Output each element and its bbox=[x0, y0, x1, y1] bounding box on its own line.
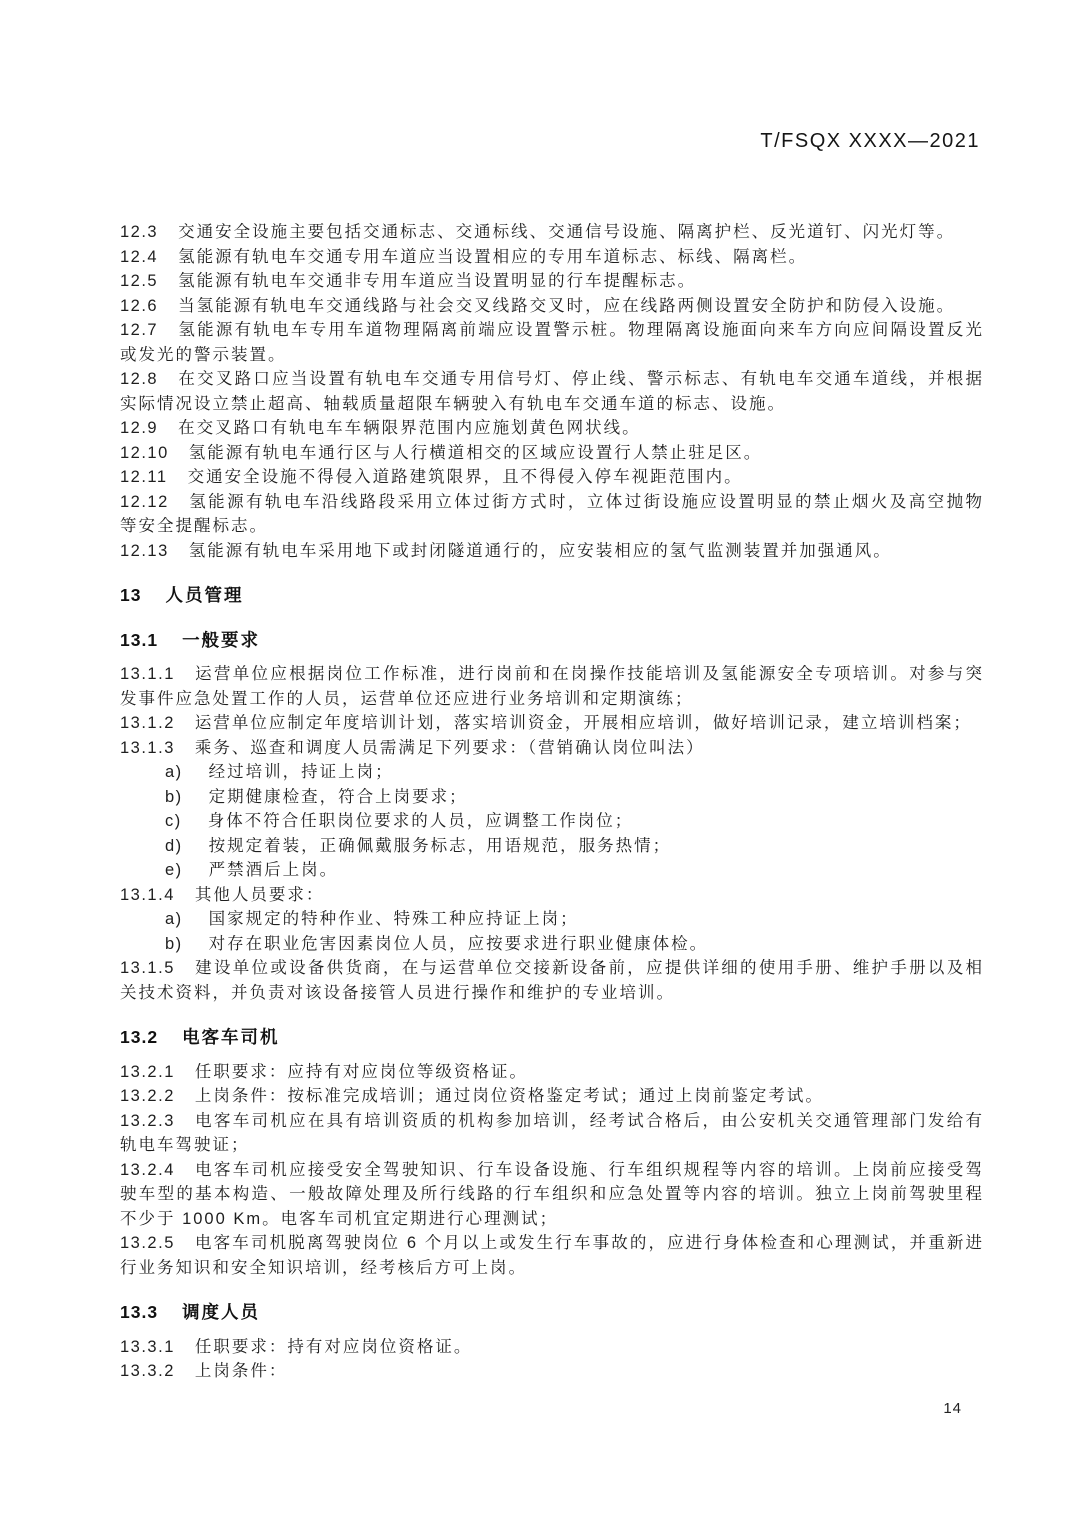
subsection-number: 13.1 bbox=[120, 629, 159, 650]
subsection-heading-13-2 bbox=[120, 1025, 984, 1050]
section-number: 13 bbox=[120, 585, 142, 605]
clause-12-3 bbox=[120, 220, 984, 245]
list-item-text: 国家规定的特种作业、特殊工种应持证上岗； bbox=[208, 910, 579, 928]
list-item-text: 身体不符合任职岗位要求的人员，应调整工作岗位； bbox=[207, 812, 634, 830]
list-item-a bbox=[120, 907, 984, 932]
clause-13-2-1 bbox=[120, 1060, 984, 1085]
clause-number: 13.2.1 bbox=[120, 1062, 175, 1081]
clause-13-3-2 bbox=[120, 1359, 984, 1384]
list-item-letter: d) bbox=[165, 836, 183, 855]
clause-12-12 bbox=[120, 490, 984, 539]
clause-text: 上岗条件：按标准完成培训；通过岗位资格鉴定考试；通过上岗前鉴定考试。 bbox=[194, 1087, 824, 1105]
clause-13-2-5 bbox=[120, 1231, 984, 1280]
list-item-letter: b) bbox=[165, 934, 183, 953]
page-number: 14 bbox=[943, 1400, 962, 1417]
clause-text: 任职要求：持有对应岗位资格证。 bbox=[194, 1337, 473, 1356]
clause-13-1-4 bbox=[120, 883, 984, 908]
clause-text: 电客车司机应接受安全驾驶知识、行车设备设施、行车组织规程等内容的培训。上岗前应接受驾驶车型的基本构造、一般故障处理及所行线路的行车组织和应急处置等内容的培训。独立上岗前驾驶里程不少于 1000 Km。电客车司机宜定期进行心理测试； bbox=[120, 1160, 984, 1228]
clause-12-5 bbox=[120, 269, 984, 294]
clause-text: 氢能源有轨电车专用车道物理隔离前端应设置警示桩。物理隔离设施面向来车方向应间隔设置反光或发光的警示装置。 bbox=[120, 321, 984, 364]
clause-number: 12.10 bbox=[120, 443, 169, 462]
clause-text: 氢能源有轨电车沿线路段采用立体过街方式时，立体过街设施应设置明显的禁止烟火及高空抛物等安全提醒标志。 bbox=[120, 492, 984, 535]
clause-12-6 bbox=[120, 294, 984, 319]
subsection-heading-13-1 bbox=[120, 628, 984, 653]
list-item-text: 按规定着装，正确佩戴服务标志，用语规范，服务热情； bbox=[208, 836, 672, 855]
clause-13-1-5 bbox=[120, 956, 984, 1005]
clause-number: 12.4 bbox=[120, 247, 159, 266]
clause-13-2-4 bbox=[120, 1158, 984, 1232]
document-body bbox=[120, 220, 984, 1384]
clause-number: 12.7 bbox=[120, 321, 159, 339]
list-item-text: 定期健康检查，符合上岗要求； bbox=[208, 787, 468, 806]
clause-text: 在交叉路口应当设置有轨电车交通专用信号灯、停止线、警示标志、有轨电车交通车道线，并根据实际情况设立禁止超高、轴载质量超限车辆驶入有轨电车交通车道的标志、设施。 bbox=[120, 370, 984, 413]
section-heading-13 bbox=[120, 583, 984, 608]
clause-text: 乘务、巡查和调度人员需满足下列要求：（营销确认岗位叫法） bbox=[194, 738, 705, 757]
clause-12-11 bbox=[120, 465, 984, 490]
clause-number: 13.2.5 bbox=[120, 1234, 175, 1252]
list-item-b bbox=[120, 785, 984, 810]
clause-13-3-1 bbox=[120, 1335, 984, 1360]
list-item-b bbox=[120, 932, 984, 957]
clause-12-7 bbox=[120, 318, 984, 367]
clause-number: 12.8 bbox=[120, 370, 159, 388]
clause-12-13 bbox=[120, 539, 984, 564]
doc-standard-number: T/FSQX XXXX—2021 bbox=[760, 130, 980, 152]
clause-number: 13.1.5 bbox=[120, 959, 175, 977]
clause-number: 12.9 bbox=[120, 419, 159, 437]
clause-number: 13.1.2 bbox=[120, 714, 175, 732]
clause-13-2-2 bbox=[120, 1084, 984, 1109]
list-item-text: 严禁酒后上岗。 bbox=[208, 861, 339, 879]
clause-12-9 bbox=[120, 416, 984, 441]
list-item-text: 经过培训，持证上岗； bbox=[208, 763, 394, 781]
list-item-letter: a) bbox=[165, 763, 183, 781]
list-item-letter: c) bbox=[165, 812, 182, 830]
clause-number: 13.2.3 bbox=[120, 1111, 175, 1130]
clause-text: 氢能源有轨电车通行区与人行横道相交的区域应设置行人禁止驻足区。 bbox=[188, 443, 763, 462]
clause-13-1-1 bbox=[120, 662, 984, 711]
subsection-heading-13-3 bbox=[120, 1300, 984, 1325]
list-item-e bbox=[120, 858, 984, 883]
list-item-letter: b) bbox=[165, 787, 183, 806]
subsection-title: 电客车司机 bbox=[182, 1027, 280, 1047]
clause-number: 13.1.3 bbox=[120, 738, 175, 757]
clause-12-8 bbox=[120, 367, 984, 416]
clause-text: 运营单位应制定年度培训计划，落实培训资金，开展相应培训，做好培训记录，建立培训档案； bbox=[194, 714, 972, 732]
subsection-title: 调度人员 bbox=[182, 1302, 261, 1322]
clause-text: 建设单位或设备供货商，在与运营单位交接新设备前，应提供详细的使用手册、维护手册以及相关技术资料，并负责对该设备接管人员进行操作和维护的专业培训。 bbox=[120, 959, 984, 1002]
clause-12-10 bbox=[120, 441, 984, 466]
clause-text: 氢能源有轨电车交通非专用车道应当设置明显的行车提醒标志。 bbox=[178, 272, 697, 290]
clause-13-1-3 bbox=[120, 736, 984, 761]
list-item-c bbox=[120, 809, 984, 834]
clause-13-2-3 bbox=[120, 1109, 984, 1158]
clause-text: 在交叉路口有轨电车车辆限界范围内应施划黄色网状线。 bbox=[178, 419, 641, 437]
clause-text: 其他人员要求： bbox=[194, 885, 325, 904]
clause-text: 任职要求：应持有对应岗位等级资格证。 bbox=[194, 1062, 528, 1081]
subsection-title: 一般要求 bbox=[182, 629, 261, 650]
clause-text: 上岗条件： bbox=[194, 1362, 288, 1380]
clause-number: 12.3 bbox=[120, 223, 159, 241]
clause-text: 电客车司机脱离驾驶岗位 6 个月以上或发生行车事故的，应进行身体检查和心理测试，并重新进行业务知识和安全知识培训，经考核后方可上岗。 bbox=[120, 1234, 984, 1277]
list-item-d bbox=[120, 834, 984, 859]
clause-text: 运营单位应根据岗位工作标准，进行岗前和在岗操作技能培训及氢能源安全专项培训。对参与突发事件应急处置工作的人员，运营单位还应进行业务培训和定期演练； bbox=[120, 665, 984, 708]
clause-number: 12.13 bbox=[120, 541, 169, 560]
clause-number: 13.2.4 bbox=[120, 1160, 175, 1179]
clause-number: 12.5 bbox=[120, 272, 159, 290]
clause-number: 13.3.2 bbox=[120, 1362, 175, 1380]
clause-number: 13.3.1 bbox=[120, 1337, 175, 1356]
clause-12-4 bbox=[120, 245, 984, 270]
clause-number: 12.11 bbox=[120, 468, 168, 486]
clause-text: 电客车司机应在具有培训资质的机构参加培训，经考试合格后，由公安机关交通管理部门发给有轨电车驾驶证； bbox=[120, 1111, 984, 1154]
clause-text: 交通安全设施主要包括交通标志、交通标线、交通信号设施、隔离护栏、反光道钉、闪光灯等。 bbox=[178, 223, 956, 241]
clause-text: 交通安全设施不得侵入道路建筑限界，且不得侵入停车视距范围内。 bbox=[187, 468, 743, 486]
clause-number: 13.2.2 bbox=[120, 1087, 175, 1105]
subsection-number: 13.2 bbox=[120, 1027, 159, 1047]
list-item-a bbox=[120, 760, 984, 785]
subsection-number: 13.3 bbox=[120, 1302, 159, 1322]
clause-number: 12.6 bbox=[120, 296, 159, 315]
clause-number: 12.12 bbox=[120, 492, 169, 511]
list-item-text: 对存在职业危害因素岗位人员，应按要求进行职业健康体检。 bbox=[208, 934, 709, 953]
clause-number: 13.1.4 bbox=[120, 885, 175, 904]
clause-text: 当氢能源有轨电车交通线路与社会交叉线路交叉时，应在线路两侧设置安全防护和防侵入设施。 bbox=[178, 296, 956, 315]
clause-13-1-2 bbox=[120, 711, 984, 736]
clause-text: 氢能源有轨电车交通专用车道应当设置相应的专用车道标志、标线、隔离栏。 bbox=[178, 247, 808, 266]
clause-text: 氢能源有轨电车采用地下或封闭隧道通行的，应安装相应的氢气监测装置并加强通风。 bbox=[188, 541, 892, 560]
clause-number: 13.1.1 bbox=[120, 665, 175, 683]
section-title: 人员管理 bbox=[165, 585, 244, 605]
list-item-letter: a) bbox=[165, 910, 183, 928]
list-item-letter: e) bbox=[165, 861, 183, 879]
